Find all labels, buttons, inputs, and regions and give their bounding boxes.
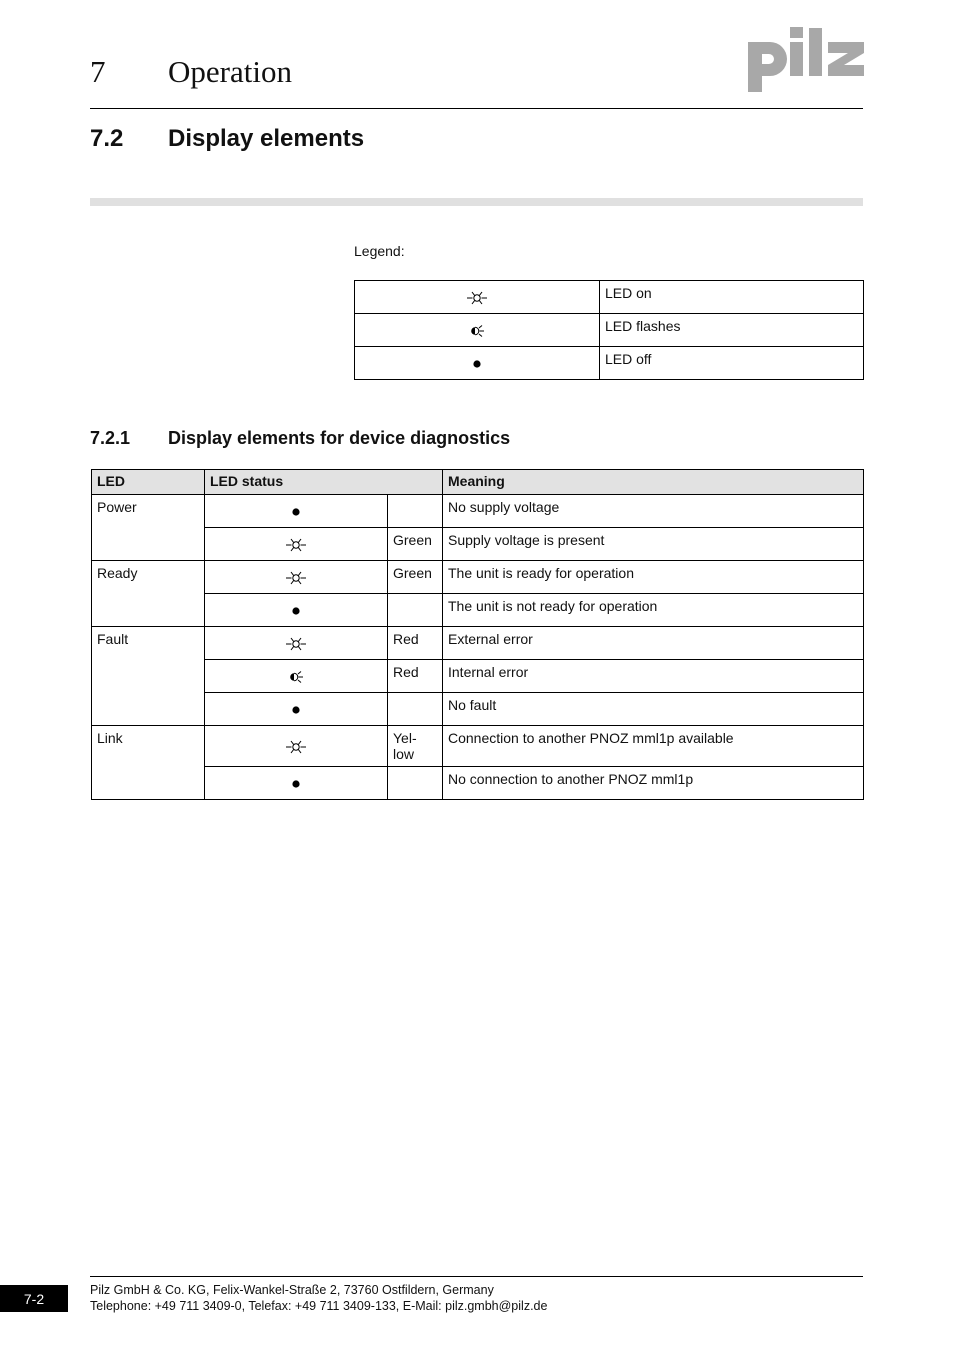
meaning-cell: External error: [443, 627, 864, 660]
legend-text: LED flashes: [600, 314, 864, 347]
footer-contact: Telephone: +49 711 3409-0, Telefax: +49 711 3409-133, E-Mail: pilz.gmbh@pilz.de: [90, 1299, 548, 1313]
led-status-symbol-cell: [205, 594, 388, 627]
table-row: [92, 594, 864, 627]
section-divider-bar: [90, 198, 863, 206]
led-on-icon: [285, 536, 307, 552]
section-title: Display elements: [168, 125, 365, 152]
legend-text: LED on: [600, 281, 864, 314]
chapter-title: Operation: [168, 54, 292, 89]
meaning-cell: The unit is not ready for operation: [443, 594, 864, 627]
diagnostics-table: [91, 469, 864, 800]
table-row: [92, 693, 864, 726]
pilz-logo: [748, 26, 864, 96]
table-row: [92, 627, 864, 660]
footer-rule: [90, 1276, 863, 1277]
legend-symbol-cell: [355, 281, 600, 314]
led-status-symbol-cell: [205, 627, 388, 660]
table-row: [92, 528, 864, 561]
led-status-symbol-cell: [205, 693, 388, 726]
led-name-cell: Fault: [92, 627, 205, 726]
led-off-icon: [471, 355, 483, 371]
led-name-cell: Power: [92, 495, 205, 561]
legend-symbol-cell: [355, 314, 600, 347]
led-off-icon: [290, 602, 302, 618]
legend-table: [354, 280, 864, 380]
meaning-cell: The unit is ready for operation: [443, 561, 864, 594]
led-color-cell: Green: [388, 561, 443, 594]
led-on-icon: [285, 569, 307, 585]
page-number: 7-2: [0, 1285, 68, 1312]
led-flashes-icon: [469, 322, 485, 338]
legend-label: Legend:: [354, 243, 405, 259]
table-row: [92, 561, 864, 594]
led-status-symbol-cell: [205, 767, 388, 800]
led-flashes-icon: [288, 668, 304, 684]
meaning-cell: Supply voltage is present: [443, 528, 864, 561]
led-off-icon: [290, 503, 302, 519]
meaning-cell: No supply voltage: [443, 495, 864, 528]
led-color-cell: [388, 594, 443, 627]
meaning-cell: Internal error: [443, 660, 864, 693]
led-color-cell: Green: [388, 528, 443, 561]
table-row: [92, 495, 864, 528]
led-status-symbol-cell: [205, 495, 388, 528]
legend-row: [355, 347, 864, 380]
header-led-status: LED status: [205, 470, 443, 495]
meaning-cell: No connection to another PNOZ mml1p: [443, 767, 864, 800]
header-meaning: Meaning: [443, 470, 864, 495]
led-name-cell: Ready: [92, 561, 205, 627]
led-off-icon: [290, 775, 302, 791]
led-status-symbol-cell: [205, 726, 388, 767]
meaning-cell: Connection to another PNOZ mml1p available: [443, 726, 864, 767]
table-row: [92, 767, 864, 800]
led-color-cell: [388, 767, 443, 800]
legend-row: [355, 314, 864, 347]
footer-address: Pilz GmbH & Co. KG, Felix-Wankel-Straße 2, 73760 Ostfildern, Germany: [90, 1283, 494, 1297]
led-on-icon: [285, 738, 307, 754]
led-color-cell: Red: [388, 660, 443, 693]
led-status-symbol-cell: [205, 528, 388, 561]
header-rule: [90, 108, 863, 109]
table-row: [92, 726, 864, 767]
led-color-cell: [388, 495, 443, 528]
led-color-cell: Red: [388, 627, 443, 660]
subsection-title: Display elements for device diagnostics: [168, 428, 511, 448]
led-on-icon: [466, 289, 488, 305]
legend-row: [355, 281, 864, 314]
header-led: LED: [92, 470, 205, 495]
led-on-icon: [285, 635, 307, 651]
led-status-symbol-cell: [205, 660, 388, 693]
legend-symbol-cell: [355, 347, 600, 380]
chapter-number: 7: [90, 54, 106, 89]
table-row: [92, 660, 864, 693]
led-color-cell: Yel- low: [388, 726, 443, 767]
led-off-icon: [290, 701, 302, 717]
led-name-cell: Link: [92, 726, 205, 800]
legend-text: LED off: [600, 347, 864, 380]
subsection-number: 7.2.1: [90, 428, 131, 448]
section-number: 7.2: [90, 125, 124, 152]
table-header-row: [92, 470, 864, 495]
meaning-cell: No fault: [443, 693, 864, 726]
led-color-cell: [388, 693, 443, 726]
led-status-symbol-cell: [205, 561, 388, 594]
